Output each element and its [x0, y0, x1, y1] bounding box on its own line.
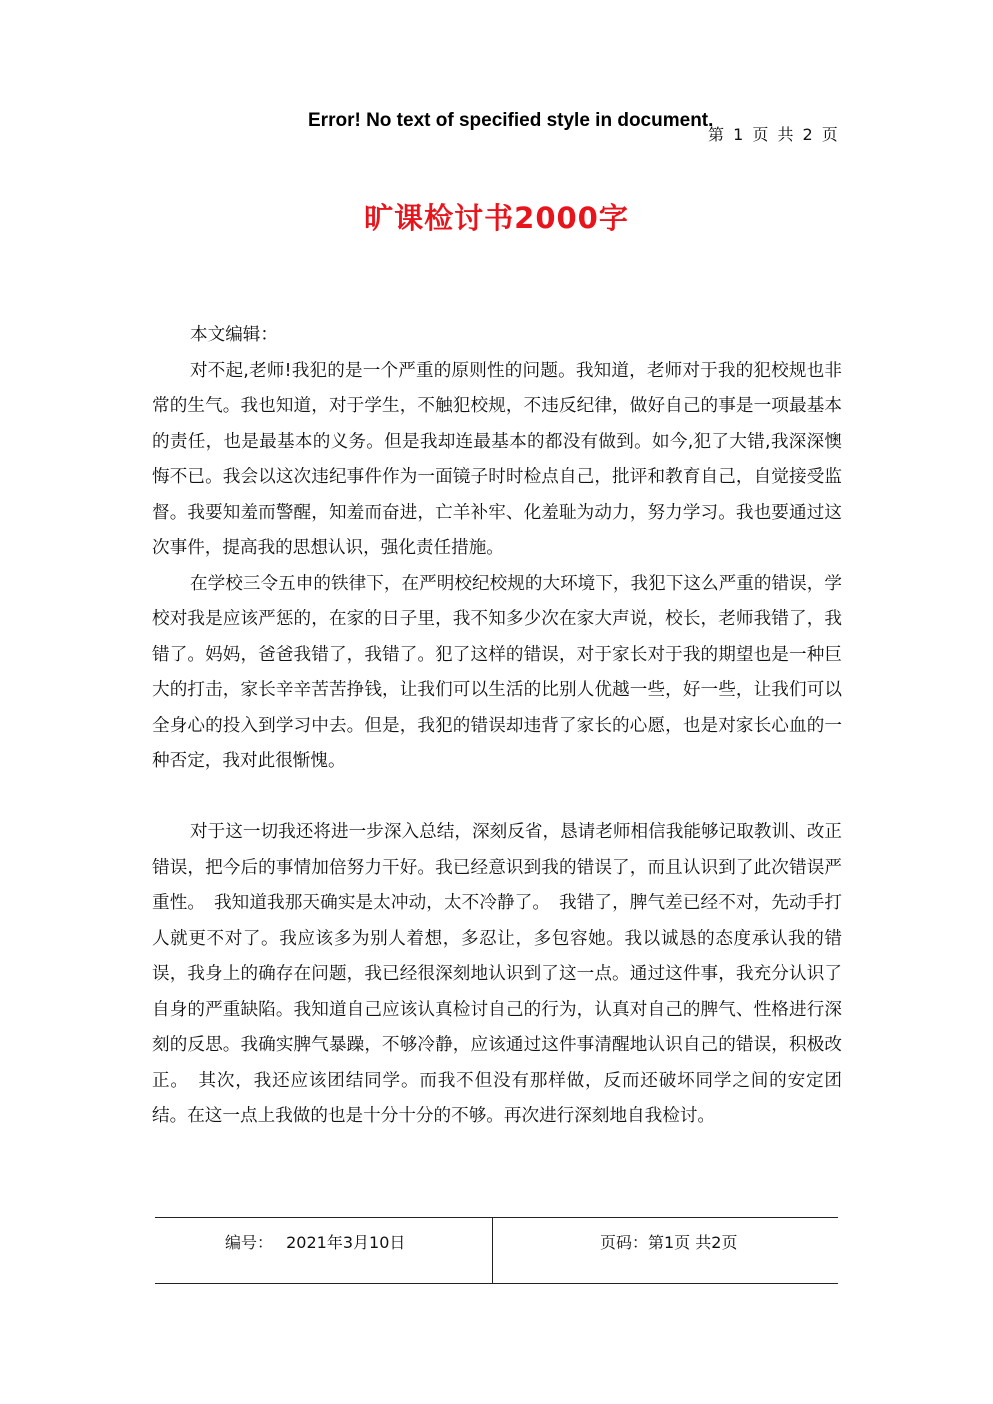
footer-number: [225, 1230, 405, 1253]
document-body: [152, 318, 842, 1135]
editor-label: 本文编辑：: [190, 325, 278, 345]
paragraph-3: 对于这一切我还将进一步深入总结，深刻反省，恳请老师相信我能够记取教训、改正错误，把今后的事情加倍努力干好。我已经意识到我的错误了，而且认识到了此次错误严重性。 我知道我那天确实是太冲动，太不冷静了。 我错了，脾气差已经不对，先动手打人就更不对了。我应该多为别人着想，多忍让，多包容她。我以诚恳的态度承认我的错误，我身上的确存在问题，我已经很深刻地认识到了这一点。通过这件事，我充分认识了自身的严重缺陷。我知道自己应该认真检讨自己的行为，认真对自己的脾气、性格进行深刻的反思。我确实脾气暴躁，不够冷静，应该通过这件事清醒地认识自己的错误，积极改正。 其次，我还应该团结同学。而我不但没有那样做，反而还破坏同学之间的安定团结。在这一点上我做的也是十分十分的不够。再次进行深刻地自我检讨。: [152, 822, 842, 1126]
footer-date: 2021年3月10日: [286, 1233, 406, 1252]
header-page-info: 第 1 页 共 2 页: [708, 125, 840, 144]
paragraph-2: 在学校三令五申的铁律下，在严明校纪校规的大环境下，我犯下这么严重的错误，学校对我是应该严惩的，在家的日子里，我不知多少次在家大声说，校长，老师我错了，我错了。妈妈，爸爸我错了，我错了。犯了这样的错误，对于家长对于我的期望也是一种巨大的打击，家长辛辛苦苦挣钱，让我们可以生活的比别人优越一些，好一些，让我们可以全身心的投入到学习中去。但是，我犯的错误却违背了家长的心愿，也是对家长心血的一种否定，我对此很惭愧。: [152, 573, 842, 771]
footer-divider: [492, 1218, 493, 1283]
document-title: 旷课检讨书2000字: [364, 201, 629, 235]
header-error-text: Error! No text of specified style in document.: [308, 110, 714, 131]
paragraph-gap: [152, 780, 842, 816]
paragraph-1: 对不起,老师!我犯的是一个严重的原则性的问题。我知道，老师对于我的犯校规也非常的生气。我也知道，对于学生，不触犯校规，不违反纪律，做好自己的事是一项最基本的责任，也是最基本的义务。但是我却连最基本的都没有做到。如今,犯了大错,我深深懊悔不已。我会以这次违纪事件作为一面镜子时时检点自己，批评和教育自己，自觉接受监督。我要知羞而警醒，知羞而奋进，亡羊补牢、化羞耻为动力，努力学习。我也要通过这次事件，提高我的思想认识，强化责任措施。: [152, 360, 842, 558]
footer-table: [155, 1217, 838, 1284]
footer-number-label: 编号：: [225, 1233, 274, 1252]
footer-page: 页码：第1页 共2页: [600, 1233, 738, 1252]
